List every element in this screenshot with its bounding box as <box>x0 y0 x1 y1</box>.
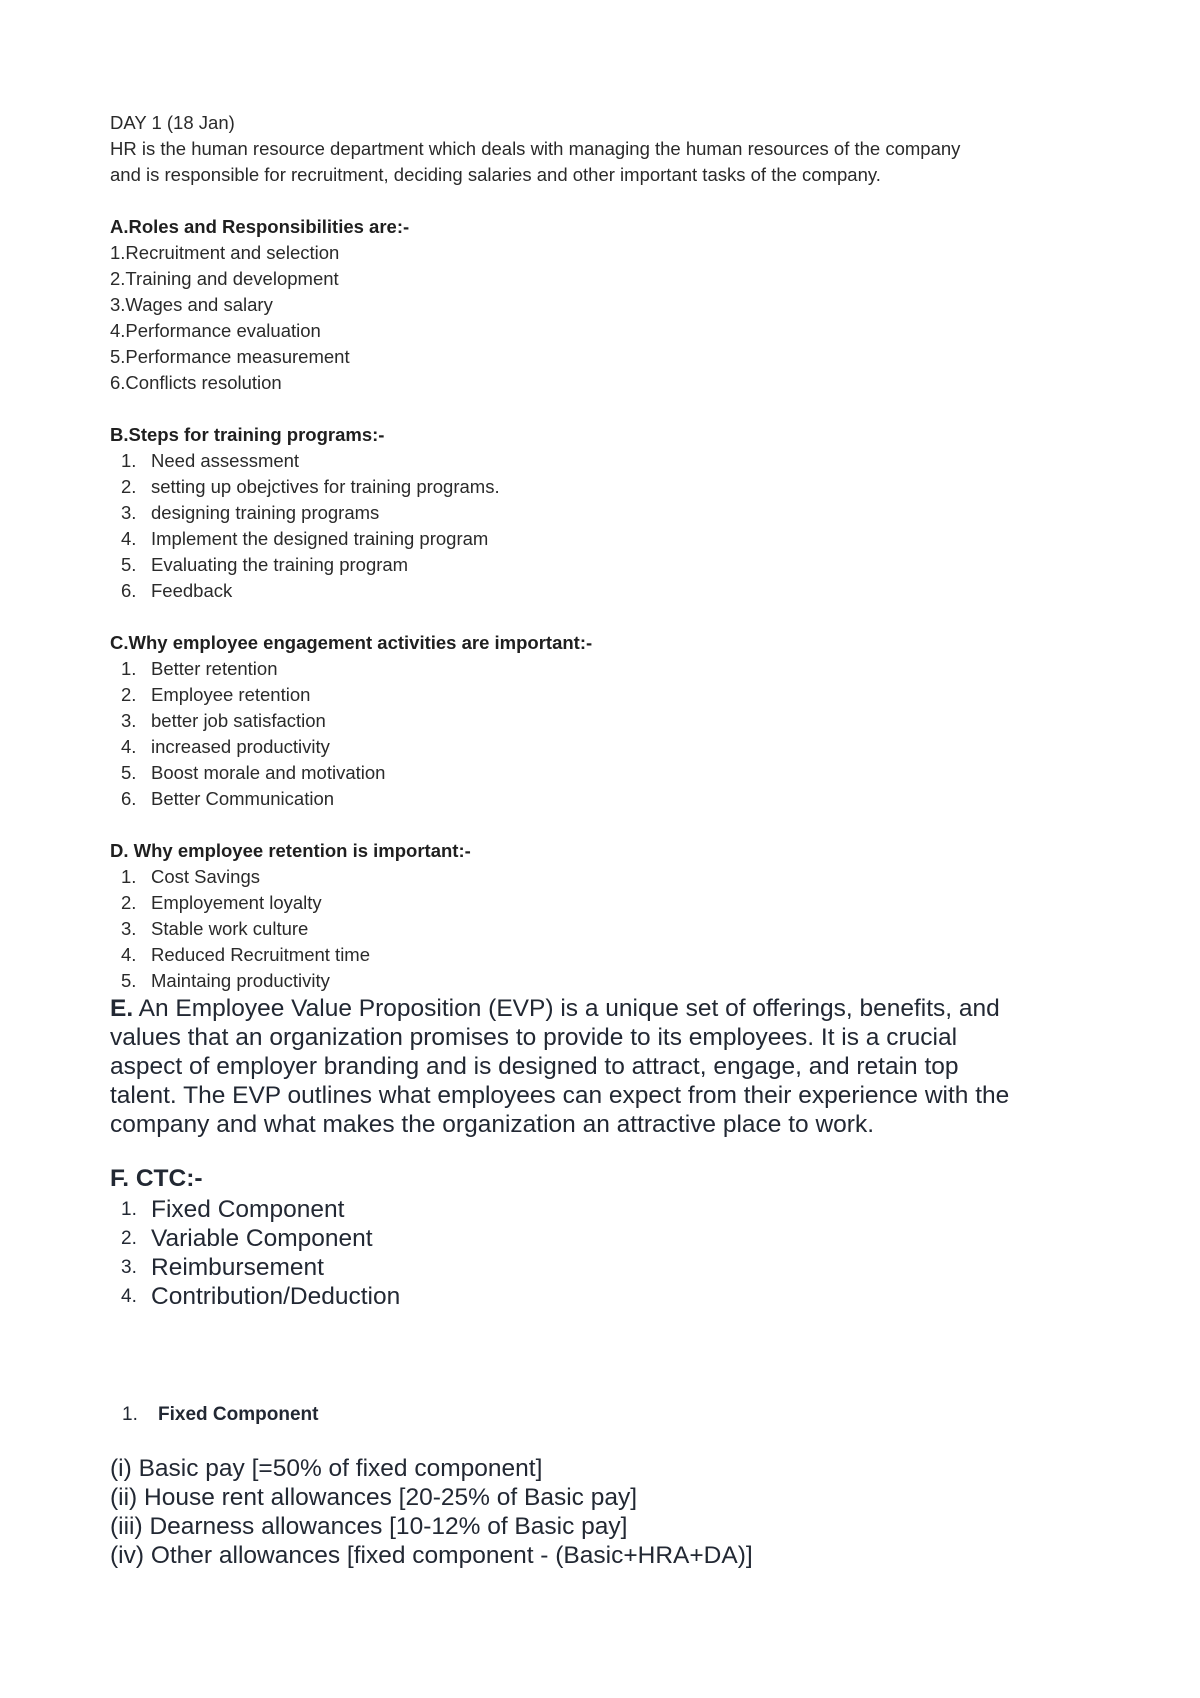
list-number: 3. <box>121 918 137 939</box>
section-e-block <box>110 994 1100 1139</box>
list-text: setting up obejctives for training programs. <box>151 476 500 497</box>
list-item: 2.Training and development <box>110 268 339 289</box>
list-item <box>110 578 1100 604</box>
intro-line-2: and is responsible for recruitment, deciding salaries and other important tasks of the company. <box>110 164 881 185</box>
section-a-heading: A.Roles and Responsibilities are:- <box>110 216 410 237</box>
list-number: 5. <box>121 762 137 783</box>
section-f-block <box>110 1163 1100 1311</box>
list-number: 6. <box>121 788 137 809</box>
da-line: (iii) Dearness allowances [10-12% of Basic pay] <box>110 1513 628 1540</box>
list-text: Variable Component <box>151 1225 373 1252</box>
list-number: 2. <box>121 1228 137 1249</box>
list-text: Reduced Recruitment time <box>151 944 371 965</box>
list-item <box>110 526 1100 552</box>
list-text: Fixed Component <box>151 1196 345 1223</box>
list-number: 1. <box>121 450 137 471</box>
evp-line-1 <box>110 994 1100 1023</box>
evp-text: An Employee Value Proposition (EVP) is a unique set of offerings, benefits, and <box>133 995 1000 1022</box>
list-number: 3. <box>121 1257 137 1278</box>
list-number: 2. <box>121 892 137 913</box>
list-text: Stable work culture <box>151 918 309 939</box>
section-c-heading: C.Why employee engagement activities are important:- <box>110 632 593 653</box>
list-number: 1. <box>122 1404 138 1425</box>
section-b-heading: B.Steps for training programs:- <box>110 424 385 445</box>
list-item <box>110 786 1100 812</box>
section-c-list <box>110 656 1100 812</box>
list-text: Boost morale and motivation <box>151 762 386 783</box>
list-text: Better Communication <box>151 788 335 809</box>
list-item <box>110 708 1100 734</box>
list-text: Feedback <box>151 580 233 601</box>
list-item <box>110 1253 1100 1282</box>
intro-line-1: HR is the human resource department which deals with managing the human resources of the company <box>110 138 961 159</box>
evp-line-3: aspect of employer branding and is designed to attract, engage, and retain top <box>110 1053 959 1080</box>
section-b-list <box>110 448 1100 604</box>
list-item: 1.Recruitment and selection <box>110 242 340 263</box>
hra-line: (ii) House rent allowances [20-25% of Basic pay] <box>110 1484 638 1511</box>
list-text: Maintaing productivity <box>151 970 330 991</box>
section-d-heading: D. Why employee retention is important:- <box>110 840 471 861</box>
list-item <box>110 1282 1100 1311</box>
list-number: 4. <box>121 736 137 757</box>
other-allowances-line: (iv) Other allowances [fixed component - (Basic+HRA+DA)] <box>110 1542 753 1569</box>
list-text: better job satisfaction <box>151 710 326 731</box>
fixed-component-breakdown <box>110 1454 1100 1570</box>
list-number: 1. <box>121 658 137 679</box>
list-text: Evaluating the training program <box>151 554 409 575</box>
list-item <box>110 682 1100 708</box>
list-text: Cost Savings <box>151 866 260 887</box>
list-item: 4.Performance evaluation <box>110 320 321 341</box>
list-number: 4. <box>121 528 137 549</box>
list-text: Need assessment <box>151 450 300 471</box>
list-item <box>110 968 1100 994</box>
list-item <box>110 1195 1100 1224</box>
list-item: 6.Conflicts resolution <box>110 372 282 393</box>
list-text: Implement the designed training program <box>151 528 489 549</box>
list-number: 4. <box>121 944 137 965</box>
list-text: increased productivity <box>151 736 330 757</box>
list-number: 1. <box>121 1199 137 1220</box>
list-text: Reimbursement <box>151 1254 324 1281</box>
section-d-list <box>110 864 1100 994</box>
list-item <box>110 760 1100 786</box>
section-a-list <box>110 240 1100 396</box>
list-text: Employee retention <box>151 684 311 705</box>
list-number: 3. <box>121 502 137 523</box>
list-text: designing training programs <box>151 502 380 523</box>
fixed-component-heading <box>110 1402 1100 1428</box>
list-item: 3.Wages and salary <box>110 294 273 315</box>
basic-pay-line: (i) Basic pay [=50% of fixed component] <box>110 1455 543 1482</box>
section-e-label: E. <box>110 995 134 1022</box>
list-number: 1. <box>121 866 137 887</box>
section-f-list <box>110 1195 1100 1311</box>
list-item <box>110 448 1100 474</box>
list-number: 2. <box>121 476 137 497</box>
list-item <box>110 942 1100 968</box>
evp-line-2: values that an organization promises to provide to its employees. It is a crucial <box>110 1024 958 1051</box>
list-number: 4. <box>121 1286 137 1307</box>
list-number: 5. <box>121 554 137 575</box>
list-number: 5. <box>121 970 137 991</box>
fixed-component-title: Fixed Component <box>158 1404 319 1425</box>
evp-line-4: talent. The EVP outlines what employees can expect from their experience with the <box>110 1082 1010 1109</box>
list-item <box>110 474 1100 500</box>
day-title: DAY 1 (18 Jan) <box>110 112 235 133</box>
list-item: 5.Performance measurement <box>110 346 350 367</box>
document-page <box>110 110 1100 1570</box>
list-item <box>110 916 1100 942</box>
list-item <box>110 1224 1100 1253</box>
list-item <box>110 552 1100 578</box>
list-item <box>110 656 1100 682</box>
list-text: Better retention <box>151 658 278 679</box>
intro-block <box>110 110 1100 994</box>
list-number: 6. <box>121 580 137 601</box>
list-item <box>110 734 1100 760</box>
list-number: 2. <box>121 684 137 705</box>
list-item <box>110 864 1100 890</box>
list-item <box>110 500 1100 526</box>
list-text: Contribution/Deduction <box>151 1283 401 1310</box>
list-text: Employement loyalty <box>151 892 322 913</box>
evp-line-5: company and what makes the organization an attractive place to work. <box>110 1111 874 1138</box>
section-f-heading: F. CTC:- <box>110 1165 203 1192</box>
list-number: 3. <box>121 710 137 731</box>
list-item <box>110 890 1100 916</box>
